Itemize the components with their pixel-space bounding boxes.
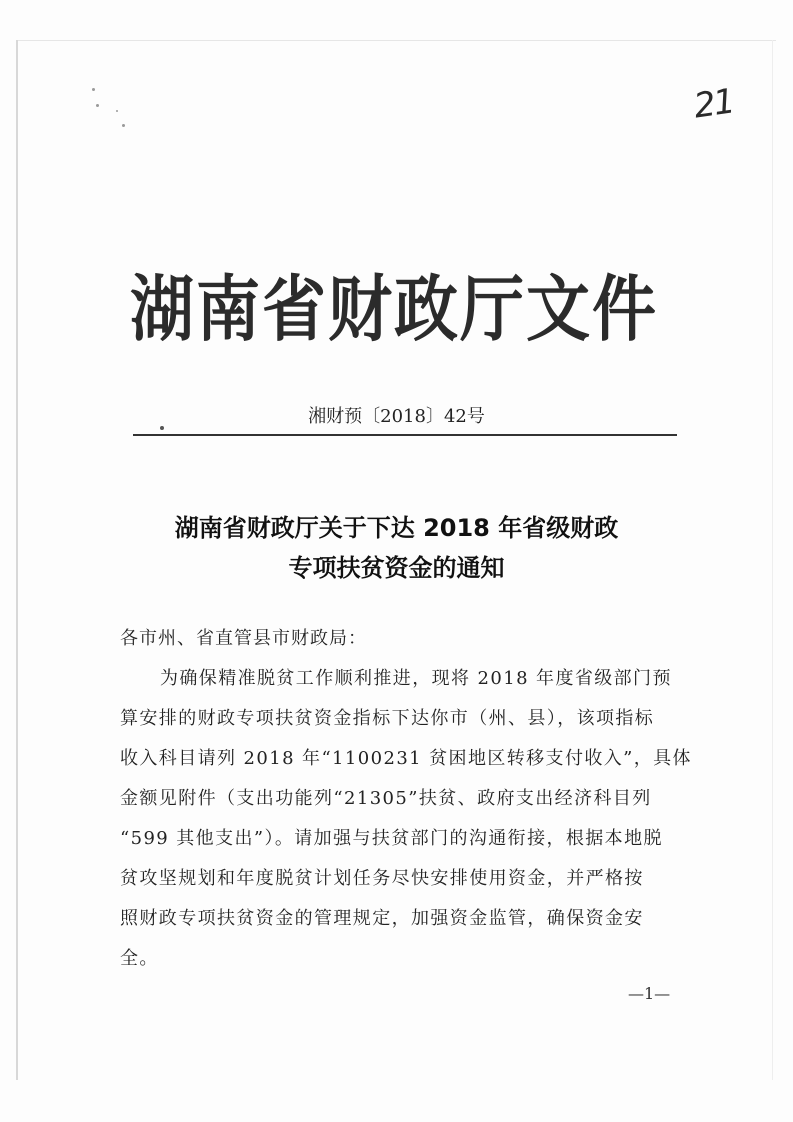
handwritten-page-mark: 21 [691, 81, 736, 127]
document-number: 湘财预〔2018〕42号 [308, 406, 485, 427]
body-line: 照财政专项扶贫资金的管理规定，加强资金监管，确保资金安 [120, 908, 644, 929]
body-line: “599 其他支出”）。请加强与扶贫部门的沟通衔接，根据本地脱 [120, 828, 663, 849]
body-line: 金额见附件（支出功能列“21305”扶贫、政府支出经济科目列 [120, 788, 652, 809]
scan-speck [122, 124, 125, 127]
salutation: 各市州、省直管县市财政局： [120, 628, 367, 649]
body-line: 为确保精准脱贫工作顺利推进，现将 2018 年度省级部门预 [160, 668, 672, 689]
document-masthead: 湖南省财政厅文件 [130, 268, 658, 352]
body-line: 收入科目请列 2018 年“1100231 贫困地区转移支付收入”，具体 [120, 748, 692, 769]
body-line: 算安排的财政专项扶贫资金指标下达你市（州、县），该项指标 [120, 708, 655, 729]
body-line: 贫攻坚规划和年度脱贫计划任务尽快安排使用资金，并严格按 [120, 868, 644, 889]
scan-speck [96, 104, 99, 107]
document-title-line-1: 湖南省财政厅关于下达 2018 年省级财政 [174, 514, 619, 542]
scan-edge-top [16, 40, 776, 41]
header-rule [133, 434, 677, 436]
scan-speck [116, 110, 118, 112]
scan-speck [92, 88, 95, 91]
document-title-line-2: 专项扶贫资金的通知 [288, 554, 505, 582]
rule-mark [160, 426, 164, 430]
page-number: —1— [628, 984, 671, 1003]
body-line: 全。 [120, 948, 159, 969]
